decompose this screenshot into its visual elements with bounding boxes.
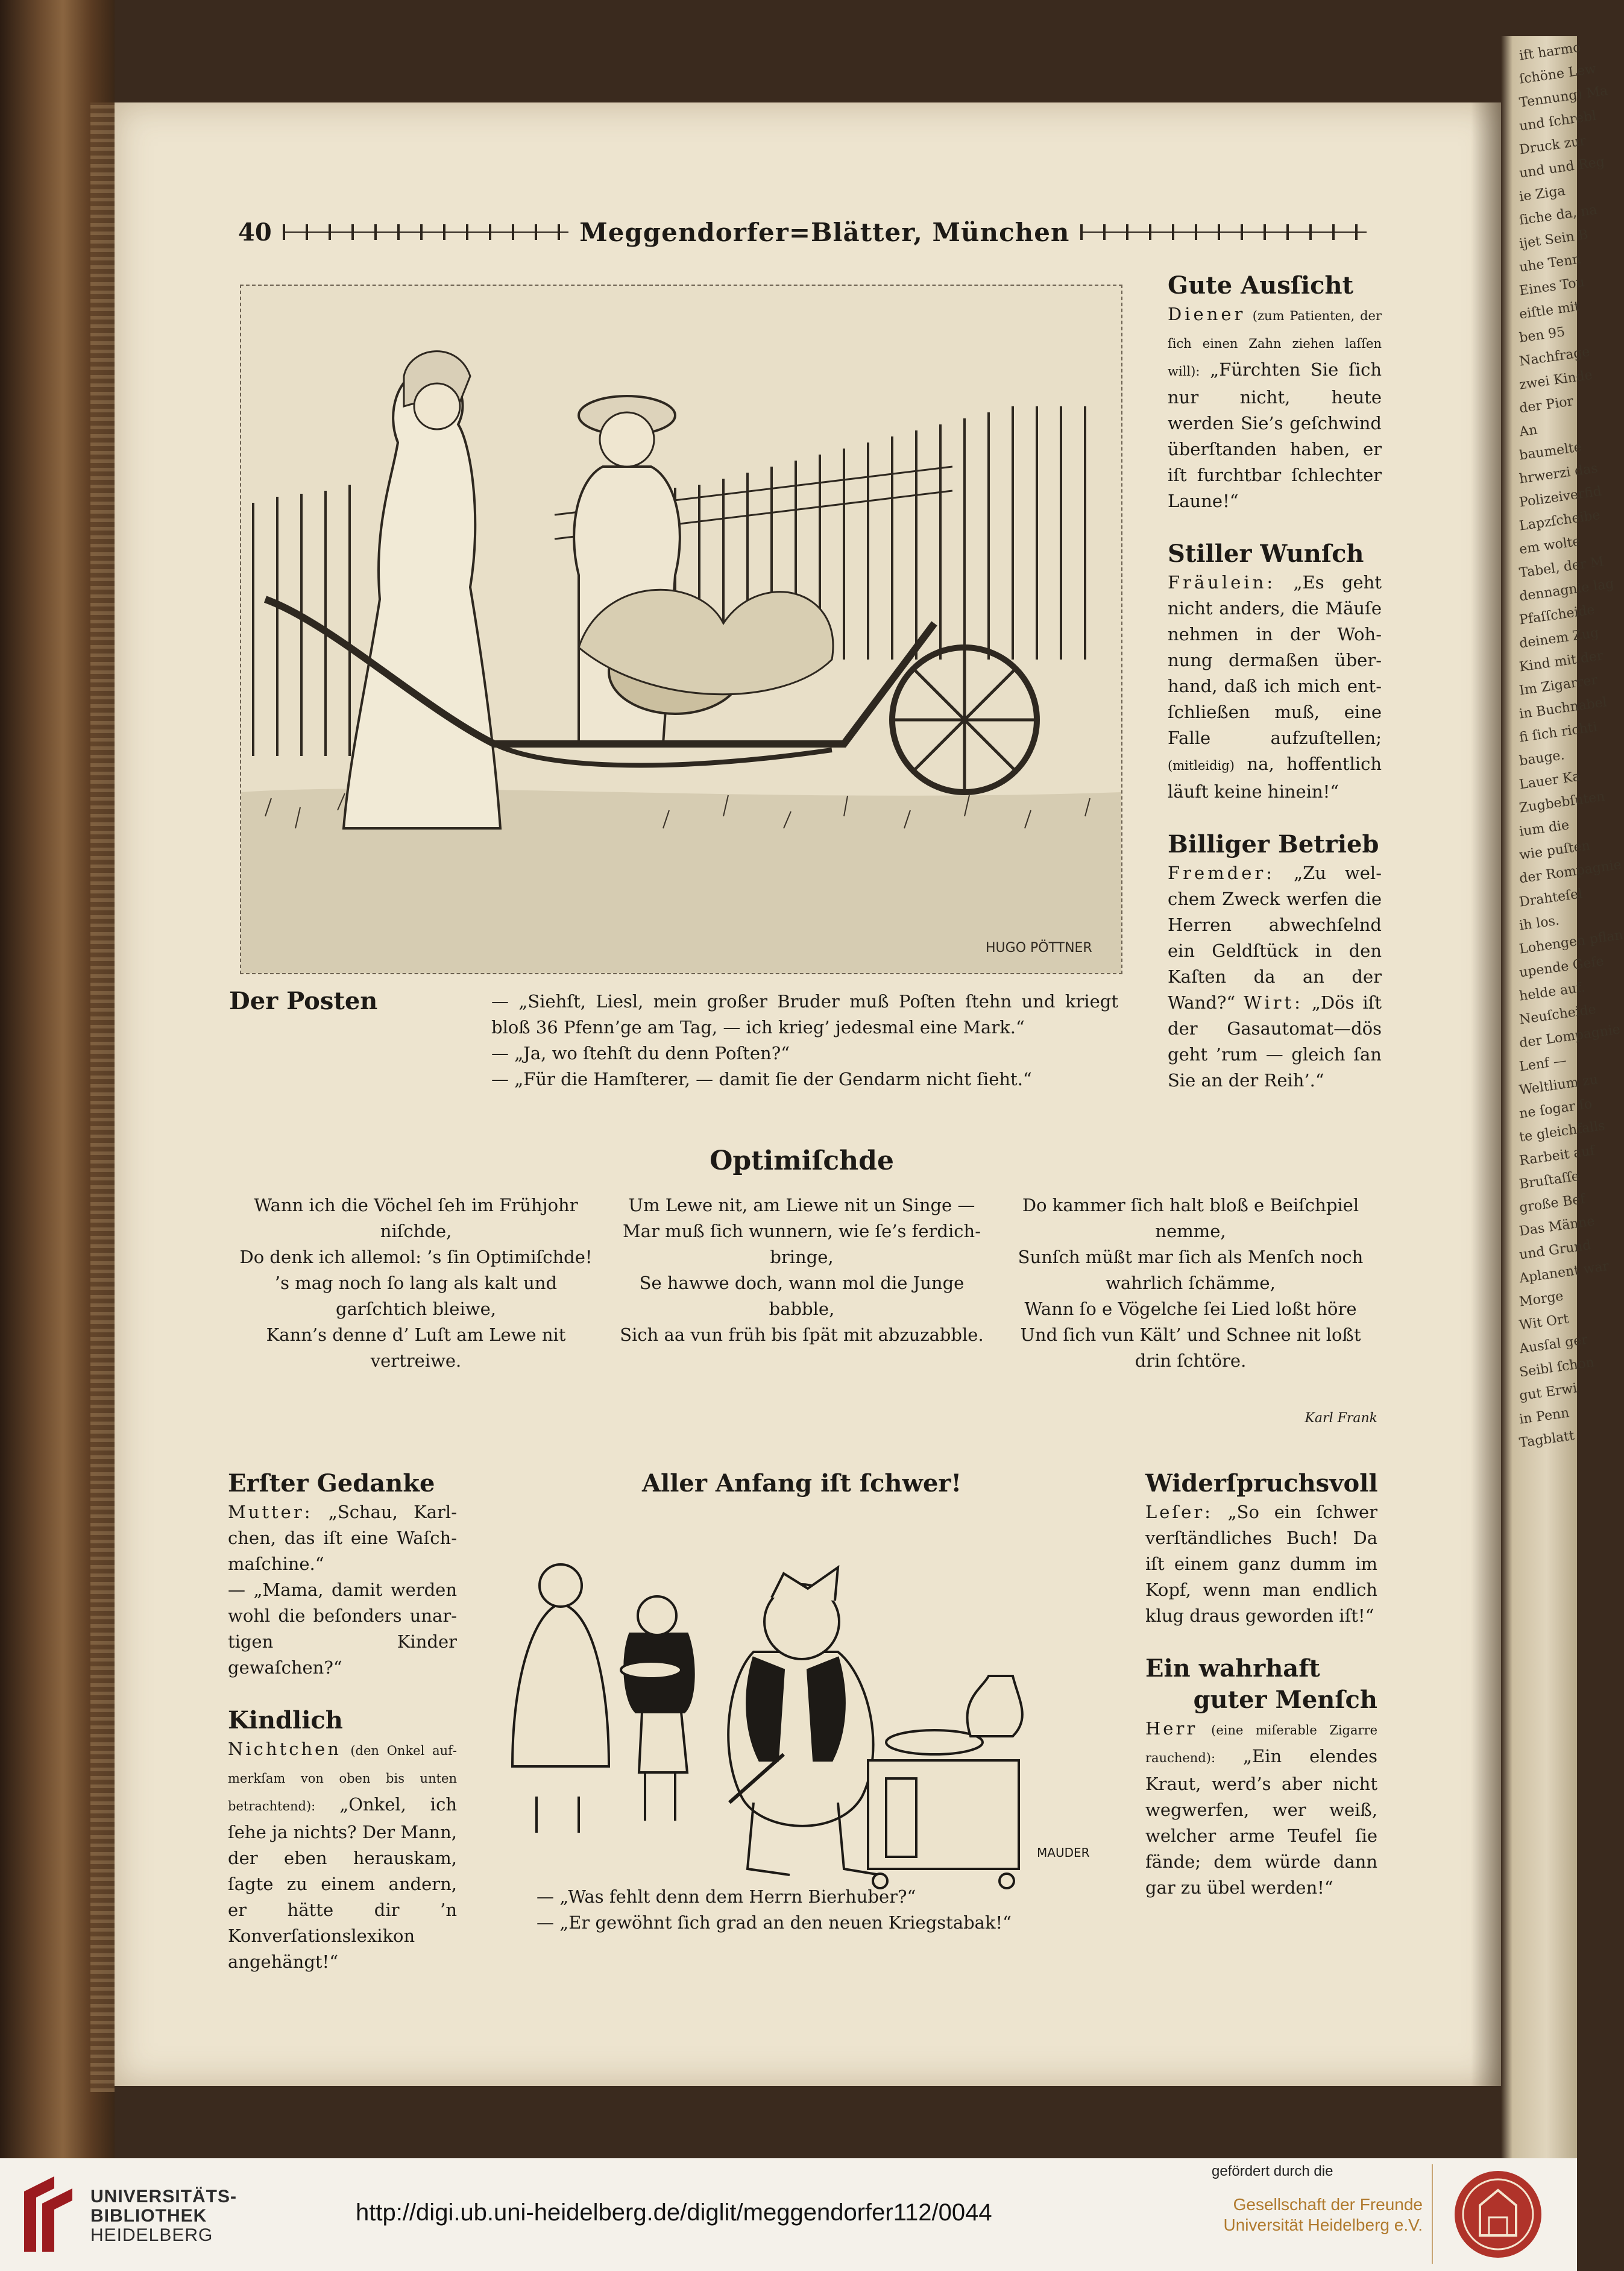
poem-c2-line-2: Mar muß ſich wunnern, wie ſe’s ferdichbringe, xyxy=(623,1221,981,1267)
header-ornament-left xyxy=(283,224,569,240)
next-page-fragment: Weltlium zu xyxy=(1518,1072,1599,1098)
guter-mensch-speaker: Herr xyxy=(1145,1718,1198,1739)
next-page-fragment: große Bef xyxy=(1518,1191,1587,1216)
der-posten-title: Der Posten xyxy=(229,987,378,1015)
gute-aussicht-speaker: Diener xyxy=(1168,304,1246,324)
kindlich-title: Kindlich xyxy=(228,1706,343,1734)
poem-column-3 xyxy=(1004,1192,1377,1374)
left-column-bottom xyxy=(228,1468,457,1975)
next-page-fragment: helde auf. xyxy=(1518,980,1587,1004)
next-page-fragment: Wit Ort xyxy=(1518,1311,1570,1334)
kindlich-body xyxy=(228,1736,457,1975)
wheelbarrow-drawing xyxy=(241,286,1121,973)
next-page-fragment: ne ſogar ſo xyxy=(1518,1096,1593,1122)
page-header xyxy=(238,211,1377,253)
library-name-line-3: HEIDELBERG xyxy=(90,2225,213,2245)
society-name-line-2: Universität Heidelberg e.V. xyxy=(1223,2216,1423,2234)
der-posten-line-1: — „Siehſt, Liesl, mein großer Bruder muß Poſten ſtehn und kriegt bloß 36 Pfenn’ge am Tag, — ich krieg’ jedesmal eine Mark.“ xyxy=(491,991,1118,1038)
society-seal-icon xyxy=(1453,2169,1543,2260)
next-page-fragment: An xyxy=(1518,422,1538,440)
erster-gedanke-body xyxy=(228,1499,457,1577)
university-library-logo-icon xyxy=(18,2173,84,2255)
right-column-top xyxy=(1168,270,1382,1094)
next-page-fragment: dennagnie lag xyxy=(1518,576,1615,605)
billiger-betrieb-title: Billiger Betrieb xyxy=(1168,830,1379,858)
next-page-fragment: Morge xyxy=(1518,1288,1564,1310)
next-page-fragment: Pfaſſcheide xyxy=(1518,602,1596,628)
billiger-betrieb-speaker-1: Fremder: xyxy=(1168,863,1276,883)
erster-gedanke-text: „Schau, Karlchen, das iſt eine Waſchmaſchine.“ xyxy=(228,1502,458,1574)
next-page-edge xyxy=(1501,36,1624,2158)
poem-c2-line-1: Um Lewe nit, am Liewe nit un Singe — xyxy=(628,1195,975,1215)
next-page-fragment: ih los. xyxy=(1518,913,1561,934)
poem-c1-line-3: ’s mag noch ſo lang als kalt und garſchtich bleiwe, xyxy=(274,1273,558,1319)
kindlich-text: „Onkel, ich ſehe ja nichts? Der Mann, der eben herauskam, ſagte zu einem andern, er hätte dir ’n Konverſationslexikon angehängt!“ xyxy=(228,1794,457,1972)
next-page-fragment: uhe Tenn xyxy=(1518,251,1582,276)
next-page-fragment: Lauer Ka xyxy=(1518,769,1582,793)
footer-separator xyxy=(1432,2164,1433,2264)
society-name-line-1: Gesellschaft der Freunde xyxy=(1233,2195,1423,2214)
header-ornament-right xyxy=(1080,224,1367,240)
next-page-fragment: Lapzſcheibe xyxy=(1518,507,1602,534)
aller-anfang-line-1: — „Was fehlt denn dem Herrn Bierhuber?“ xyxy=(537,1886,916,1907)
poem-c2-line-3: Se hawwe doch, wann mol die Junge babble, xyxy=(639,1273,965,1319)
guter-mensch-text: „Ein elendes Kraut, werd’s aber nicht wegwerfen, wer weiß, welcher arme Teufel ſie fände; dem würde dann gar zu übel werden!“ xyxy=(1145,1746,1378,1898)
next-page-fragment: Eines Tou xyxy=(1518,274,1586,299)
next-page-fragment: hrwerzi das xyxy=(1518,461,1599,487)
next-page-fragment: und und Reg xyxy=(1518,154,1606,181)
poem-column-2 xyxy=(615,1192,989,1348)
page-number: 40 xyxy=(238,218,272,247)
guter-mensch-title-1: Ein wahrhaft xyxy=(1145,1654,1320,1683)
gute-aussicht-body xyxy=(1168,301,1382,514)
poem-c1-line-2: Do denk ich allemol: ’s ſin Optimiſchde! xyxy=(239,1247,593,1267)
billiger-betrieb-text-2: „Dös iſt der Gasautomat—dös geht ’rum — gleich ſan Sie an der Reih’.“ xyxy=(1168,992,1382,1091)
guter-mensch-body xyxy=(1145,1716,1377,1901)
next-page-fragment: Ausſal ger xyxy=(1518,1332,1589,1357)
next-page-fragment: Rarbeit auf xyxy=(1518,1143,1596,1169)
poem-column-1 xyxy=(232,1192,600,1374)
next-page-fragment: ijet Sein B xyxy=(1518,227,1590,252)
next-page-fragment: wie puſten xyxy=(1518,838,1591,863)
next-page-fragment: Kind mit der xyxy=(1518,648,1604,675)
poem-c3-line-3: Wann ſo e Vögelche ſei Lied loßt höre xyxy=(1024,1299,1357,1319)
next-page-fragment: ſchöne Lew xyxy=(1518,61,1597,87)
next-page-fragment: Bruſtaſſe xyxy=(1518,1168,1581,1192)
next-page-fragment: Tabel, der M xyxy=(1518,554,1605,581)
next-page-fragment: upende Gefe xyxy=(1518,954,1605,981)
widerspruchsvoll-speaker: Leſer: xyxy=(1145,1502,1213,1522)
stiller-wunsch-aside: (mitleidig) xyxy=(1168,758,1235,773)
next-page-fragment: Aplanent war xyxy=(1518,1258,1610,1287)
next-page-fragment: Tennung) Ma xyxy=(1518,83,1609,111)
next-page-fragment: gut Erwi xyxy=(1518,1381,1578,1404)
digitization-url[interactable]: http://digi.ub.uni-heidelberg.de/diglit/meggendorfer112/0044 xyxy=(356,2199,992,2226)
pipe-smoker-drawing xyxy=(500,1519,1097,1905)
next-page-fragment: Im Zigarrer xyxy=(1518,672,1599,699)
next-page-fragment: em wolte xyxy=(1518,534,1582,558)
widerspruchsvoll-text: „So ein ſchwer verſtändliches Buch! Da iſt einem ganz dumm im Kopf, wenn man endlich klug draus geworden iſt!“ xyxy=(1145,1502,1378,1626)
society-name xyxy=(1200,2194,1423,2235)
poem-c3-line-2: Sunſch müßt mar ſich als Menſch noch wahrlich ſchämme, xyxy=(1018,1247,1364,1293)
poem-title: Optimiſchde xyxy=(710,1145,894,1176)
next-page-fragment: der Rompagnie xyxy=(1518,857,1623,887)
library-name-line-2: BIBLIOTHEK xyxy=(90,2206,207,2226)
next-page-fragment: Das Männe xyxy=(1518,1214,1596,1239)
next-page-fragment: Seibl ſchon xyxy=(1518,1355,1596,1381)
guter-mensch-title-2: guter Menſch xyxy=(1193,1686,1377,1714)
next-page-fragment: te gleichfalls xyxy=(1518,1118,1606,1145)
next-page-fragment: Nachfrage xyxy=(1518,344,1591,370)
poem-c3-line-4: Und ſich vun Kält’ und Schnee nit loßt drin ſchtöre. xyxy=(1020,1324,1361,1371)
next-page-fragment: ben 95 xyxy=(1518,324,1566,346)
next-page-fragment: in Penn xyxy=(1518,1405,1570,1428)
next-page-fragment: Drahteſel xyxy=(1518,886,1584,910)
illustration-wheelbarrow xyxy=(240,285,1122,974)
right-column-bottom xyxy=(1145,1468,1377,1901)
gute-aussicht-text: „Fürchten Sie ſich nur nicht, heute werden Sie’s geſchwind überſtanden haben, er iſt furchtbar ſchlechter Laune!“ xyxy=(1168,359,1382,511)
gutter-shadow xyxy=(1471,102,1501,2086)
gute-aussicht-aside: (zum Patienten, der ſich einen Zahn ziehen laſſen will): xyxy=(1168,309,1382,379)
poem-c2-line-4: Sich aa vun früh bis ſpät mit abzuzabble. xyxy=(620,1324,984,1345)
next-page-fragment: und ſchrebl xyxy=(1518,108,1597,134)
kindlich-aside: (den Onkel aufmerkſam von oben bis unten betrachtend): xyxy=(228,1743,457,1813)
erster-gedanke-reply: — „Mama, damit werden wohl die beſonders unartigen Kinder gewaſchen?“ xyxy=(228,1580,457,1678)
next-page-fragment: Lenf — xyxy=(1518,1053,1568,1075)
billiger-betrieb-speaker-2: Wirt: xyxy=(1244,992,1303,1013)
widerspruchsvoll-body xyxy=(1145,1499,1377,1629)
next-page-fragment: ift harmo xyxy=(1518,40,1582,64)
billiger-betrieb-text-1: „Zu welchem Zweck werfen die Herren abwechſelnd ein Geldſtück in den Kaſten da an der Wand?“ xyxy=(1168,863,1382,1013)
aller-anfang-line-2: — „Er gewöhnt ſich grad an den neuen Kriegstabak!“ xyxy=(537,1912,1012,1933)
poem-c3-line-1: Do kammer ſich halt bloß e Beiſchpiel nemme, xyxy=(1022,1195,1359,1241)
erster-gedanke-title: Erſter Gedanke xyxy=(228,1469,435,1498)
next-page-fragment: ium die xyxy=(1518,817,1570,840)
stiller-wunsch-text: „Es geht nicht anders, die Mäuſe nehmen in der Wohnung dermaßen überhand, daß ich mich entſchließen muß, eine Falle aufzuſtellen; xyxy=(1168,572,1382,748)
next-page-fragment: Druck zur xyxy=(1518,133,1587,158)
library-name xyxy=(90,2187,237,2245)
next-page-fragment: der Pior xyxy=(1518,394,1575,417)
billiger-betrieb-body xyxy=(1168,860,1382,1094)
der-posten-line-2: — „Ja, wo ſtehſt du denn Poſten?“ xyxy=(491,1043,790,1063)
poem-author: Karl Frank xyxy=(1305,1411,1377,1426)
next-page-fragment: Polizeiverfid xyxy=(1518,483,1603,511)
next-page-fragment: bauge. xyxy=(1518,748,1566,769)
kindlich-speaker: Nichtchen xyxy=(228,1739,341,1759)
guter-mensch-aside: (eine miſerable Zigarre rauchend): xyxy=(1145,1723,1377,1765)
der-posten-text xyxy=(491,989,1118,1092)
stiller-wunsch-body xyxy=(1168,570,1382,805)
next-page-fragment: zwei Kinde xyxy=(1518,367,1594,393)
poem-c1-line-1: Wann ich die Vöchel ſeh im Frühjohr niſchde, xyxy=(254,1195,578,1241)
next-page-fragment: Lohengen pflan xyxy=(1518,927,1624,957)
stiller-wunsch-text-2: na, hoffentlich läuft keine hinein!“ xyxy=(1168,754,1382,802)
funded-by-label: gefördert durch die xyxy=(1212,2163,1333,2179)
next-page-fragment: baumelte xyxy=(1518,439,1583,464)
next-page-fragment: und Grund xyxy=(1518,1238,1592,1263)
erster-gedanke-speaker: Mutter: xyxy=(228,1502,313,1522)
gute-aussicht-title: Gute Ausſicht xyxy=(1168,271,1354,300)
next-page-fragment: der Lompagnie xyxy=(1518,1022,1622,1051)
widerspruchsvoll-title: Widerſpruchsvoll xyxy=(1145,1469,1378,1498)
next-page-fragment: fi ſich richti xyxy=(1518,719,1599,746)
next-page-fragment: Zugbebſuten xyxy=(1518,789,1606,816)
library-name-line-1: UNIVERSITÄTS- xyxy=(90,2187,238,2206)
illustration-pipe-smoker xyxy=(500,1519,1097,1905)
illustration-signature: HUGO PÖTTNER xyxy=(986,940,1092,956)
aller-anfang-title: Aller Anfang iſt ſchwer! xyxy=(641,1469,962,1498)
stiller-wunsch-title: Stiller Wunſch xyxy=(1168,540,1364,568)
next-page-fragment: deinem Zug xyxy=(1518,625,1600,652)
aller-anfang-text xyxy=(537,1884,1079,1936)
next-page-fragment: in Buchnabel xyxy=(1518,695,1608,722)
next-page-fragment: ie Ziga xyxy=(1518,183,1567,205)
stiller-wunsch-speaker: Fräulein: xyxy=(1168,572,1276,593)
next-page-fragment: eiſtle mit xyxy=(1518,298,1581,323)
next-page-fragment: Neuſcheide xyxy=(1518,1001,1597,1028)
next-page-fragment: Tagblatt xyxy=(1518,1428,1576,1451)
poem-c1-line-4: Kann’s denne d’ Luſt am Lewe nit vertreiwe. xyxy=(266,1324,566,1371)
mauder-signature: MAUDER xyxy=(1037,1845,1090,1860)
next-page-fragment: ſiche da, na xyxy=(1518,202,1599,228)
page-title: Meggendorfer=Blätter, München xyxy=(579,217,1070,247)
der-posten-line-3: — „Für die Hamſterer, — damit ſie der Gendarm nicht ſieht.“ xyxy=(491,1069,1032,1089)
binding-edge xyxy=(90,102,115,2092)
